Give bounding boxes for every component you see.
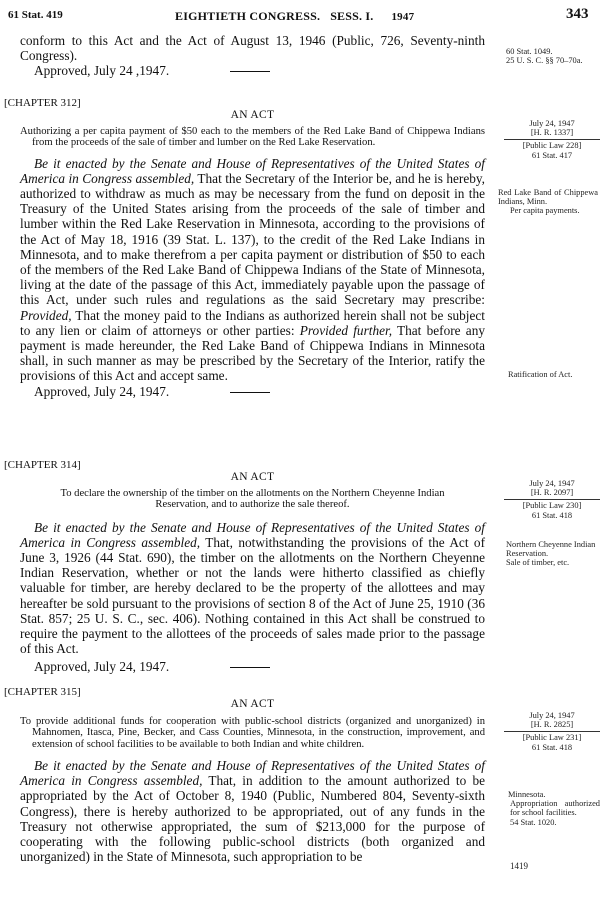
chapter-label: [CHAPTER 312] xyxy=(4,97,81,109)
proviso: Provided, xyxy=(20,307,72,323)
body-text: That before any payment is made hereunder, the Red Lake Band of Chippewa Indians in Minnesota shall, in such manner as may be prescribed by the Secretary of the Interior, ratify the provisions of this Act and accept same. xyxy=(20,322,485,384)
margin-public-law: [Public Law 231] xyxy=(504,731,600,742)
act-body xyxy=(20,156,485,384)
margin-subject-314 xyxy=(494,540,598,568)
header-congress: EIGHTIETH CONGRESS. xyxy=(175,9,321,23)
act-title: To provide additional funds for cooperation with public-school districts (organized and unorganized) in Mahnomen, Itasca, Pine, Becker, and Cass Counties, Minnesota, in the construction, improvement, and extension of school facilities to be available to both Indian and white children. xyxy=(20,716,485,750)
margin-bill-info-312 xyxy=(504,119,600,160)
margin-note: Red Lake Band of Chippewa Indians, Minn. xyxy=(498,188,598,207)
act-body xyxy=(20,520,485,657)
approval-line xyxy=(20,384,485,400)
approval-text: Approved, July 24, 1947. xyxy=(34,659,170,675)
header-year: 1947 xyxy=(391,11,415,23)
margin-bill-info-314 xyxy=(504,479,600,520)
margin-note: 25 U. S. C. §§ 70–70a. xyxy=(506,56,583,66)
approval-text: Approved, July 24, 1947. xyxy=(34,383,170,399)
preceding-act-tail xyxy=(20,33,485,79)
margin-date: July 24, 1947 xyxy=(529,119,575,128)
margin-date: July 24, 1947 xyxy=(529,479,575,488)
page-marker: 1419 xyxy=(510,861,528,871)
margin-stat: 61 Stat. 418 xyxy=(531,742,573,752)
margin-note: Per capita payments. xyxy=(510,206,580,216)
margin-bill-info-315 xyxy=(504,711,600,752)
margin-date: July 24, 1947 xyxy=(529,711,575,720)
margin-public-law: [Public Law 230] xyxy=(504,499,600,510)
enacting-clause: Be it enacted by the Senate and House of Representatives of the United States of America in Congress assembled, xyxy=(20,757,485,789)
act-body xyxy=(20,758,485,864)
act-title: To declare the ownership of the timber on the allotments on the Northern Cheyenne Indian Reservation, and to authorize the sale thereof. xyxy=(60,488,445,511)
header-session: SESS. I. xyxy=(330,9,374,23)
margin-note: Minnesota. xyxy=(508,790,546,799)
margin-note: 54 Stat. 1020. xyxy=(510,817,557,827)
chapter-314 xyxy=(4,459,486,675)
margin-subject-312 xyxy=(498,188,602,216)
page-number: 343 xyxy=(566,6,589,22)
enacting-clause: Be it enacted by the Senate and House of Representatives of the United States of America in Congress assembled, xyxy=(20,155,485,186)
proviso: Provided further, xyxy=(299,322,393,338)
body-text: That, in addition to the amount authorized to be appropriated by the Act of October 8, 1940 (Public, Numbered 804, Seventy-sixth Congress), there is hereby authorized to be appropriated, out of any funds in the Treasury not otherwise appropriated, the sum of $213,000 for the purpose of cooperating with the following public-school districts (both organized and unorganized) in the State of Minnesota, such appropriation to be xyxy=(20,773,486,865)
margin-subject-315 xyxy=(508,790,600,827)
approval-line xyxy=(20,659,485,675)
running-head xyxy=(175,9,414,29)
preceding-act-text: conform to this Act and the Act of August 13, 1946 (Public, 726, Seventy-ninth Congress). xyxy=(20,33,485,64)
header-stat-citation: 61 Stat. 419 xyxy=(8,9,63,21)
body-text: That the money paid to the Indians as authorized herein shall not be subject to any lien or claim of attorneys or other parties: xyxy=(20,307,485,338)
margin-stat: 61 Stat. 418 xyxy=(531,510,573,520)
an-act-heading: AN ACT xyxy=(230,698,275,710)
separator-rule xyxy=(230,71,270,72)
body-text: That the Secretary of the Interior be, and he is hereby, authorized to withdraw as much as may be necessary from the fund on deposit in the Treasury of the United States arising from the proceeds of the sale of timber and lumber within the Red Lake Reservation in Minnesota, according to the provisions of the Act of May 18, 1916 (39 Stat. L. 137), to the credit of the Red Lake Indians in Minnesota, and to make therefrom a per capita payment or distribution of $50 to each of the members of the Red Lake Band of Chippewa Indians of the State of Minnesota, living at the date of the passage of this Act, immediately payable upon the passage of this Act, under such rules and regulations as the said Secretary may prescribe: xyxy=(20,170,486,308)
chapter-315 xyxy=(4,686,486,865)
margin-note: Sale of timber, etc. xyxy=(506,558,570,568)
body-text: That, notwithstanding the provisions of the Act of June 3, 1926 (44 Stat. 690), the timber on the allotments on the Northern Cheyenne Indian Reservation, whether or not the lands were hitherto classified as chiefly valuable for timber, are hereby declared to be the property of the allottees and may hereafter be sold pursuant to the provisions of section 8 of the Act of June 25, 1910 (36 Stat. 857; 25 U. S. C., sec. 406). Nothing contained in this Act shall be construed to require the payment to the allottees of the proceeds of sales made prior to the passage of this Act. xyxy=(20,534,486,657)
chapter-label: [CHAPTER 314] xyxy=(4,459,81,471)
approval-line xyxy=(20,63,485,79)
separator-rule xyxy=(230,667,270,668)
margin-note: Appropriation authorized for school facilities. xyxy=(510,799,600,818)
margin-citation-block0 xyxy=(506,47,583,65)
separator-rule xyxy=(230,392,270,393)
margin-stat: 61 Stat. 417 xyxy=(531,150,573,160)
margin-note: 60 Stat. 1049. xyxy=(506,47,553,56)
enacting-clause: Be it enacted by the Senate and House of Representatives of the United States of America in Congress assembled, xyxy=(20,519,485,550)
margin-bill: [H. R. 2097] xyxy=(530,488,574,498)
an-act-heading: AN ACT xyxy=(230,471,275,483)
margin-note: Northern Cheyenne Indian Reservation. xyxy=(506,540,596,559)
margin-bill: [H. R. 2825] xyxy=(530,720,574,730)
margin-public-law: [Public Law 228] xyxy=(504,139,600,150)
margin-note-ratification: Ratification of Act. xyxy=(508,370,573,379)
act-title: Authorizing a per capita payment of $50 each to the members of the Red Lake Band of Chippewa Indians from the proceeds of the sale of timber and lumber on the Red Lake Reservation. xyxy=(20,126,485,149)
margin-bill: [H. R. 1337] xyxy=(530,128,574,138)
approval-text: Approved, July 24 ,1947. xyxy=(34,63,170,79)
an-act-heading: AN ACT xyxy=(230,109,275,121)
chapter-label: [CHAPTER 315] xyxy=(4,686,81,698)
chapter-312 xyxy=(4,97,486,400)
